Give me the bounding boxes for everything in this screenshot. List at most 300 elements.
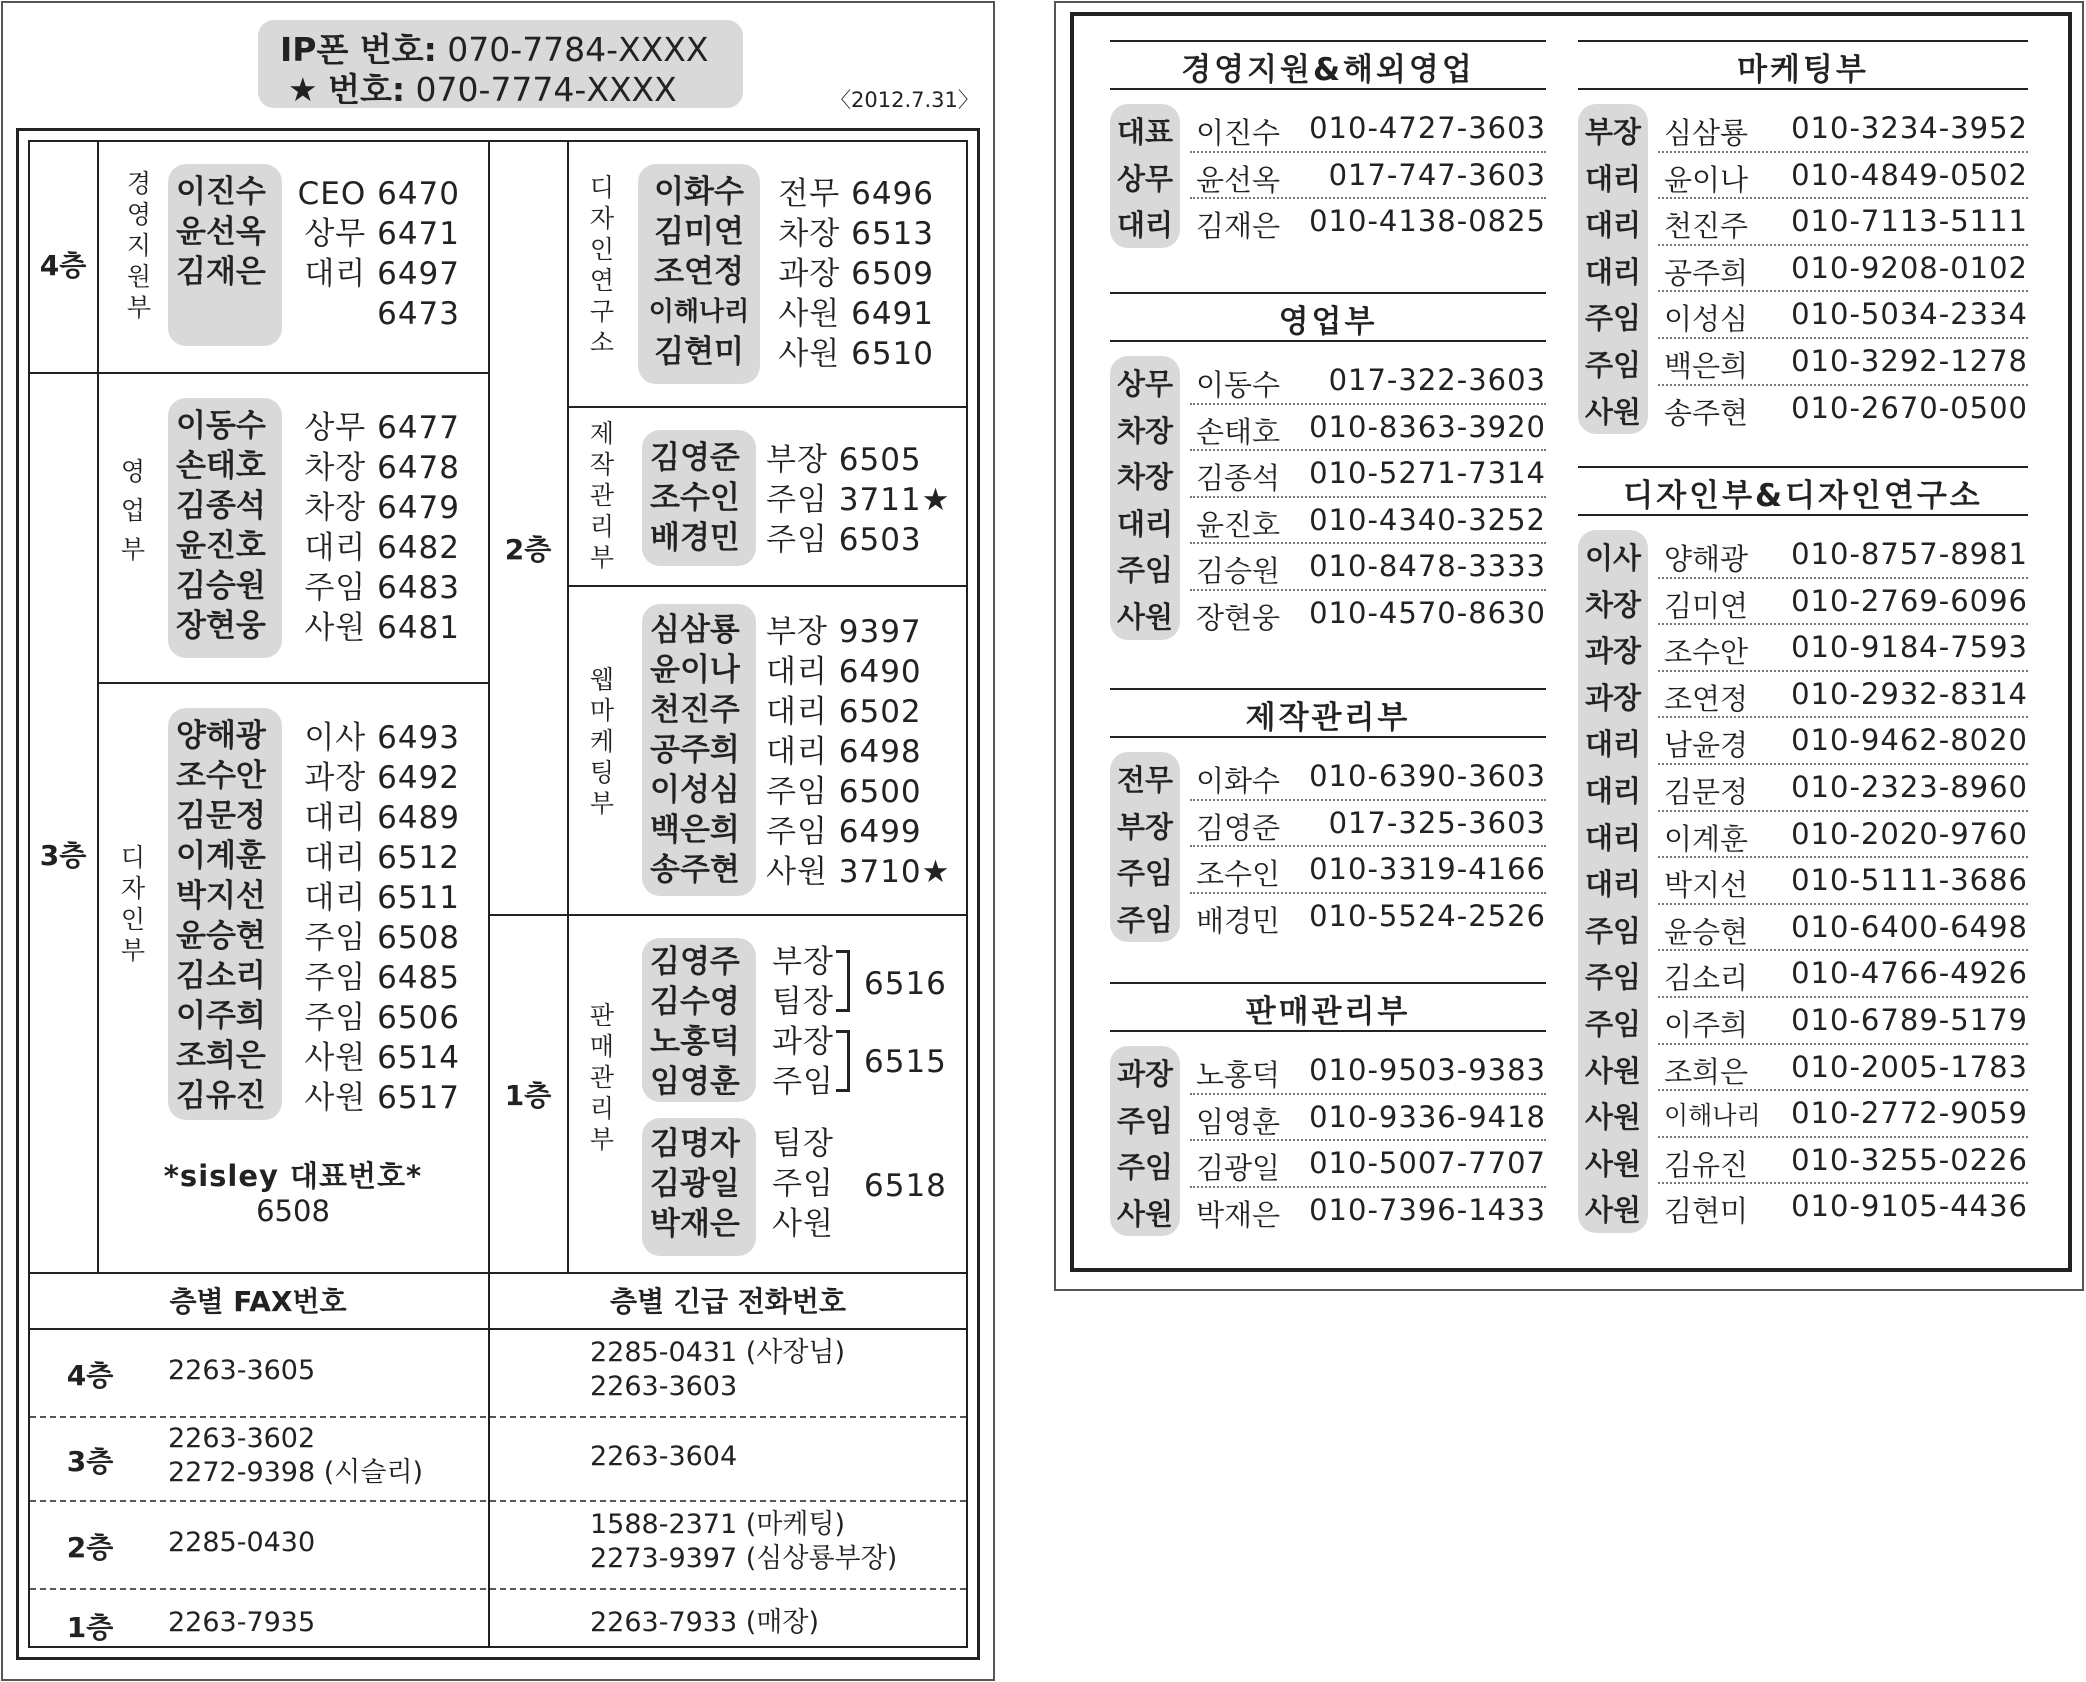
person-name: 윤이나 [650,652,740,688]
phone-number: 010-9336-9418 [1309,1099,1546,1134]
row-divider [1658,763,2028,765]
group-ext: 6515 [864,1044,947,1080]
emergency-number: 2263-3603 [590,1371,738,1402]
job-title: 대리 [1584,820,1642,855]
person-name: 이동수 [176,408,266,444]
title-ext: 주임 6506 [304,1000,460,1036]
person-name: 김수영 [650,984,740,1020]
title-ext: 차장 6479 [304,490,460,526]
sisley-rep-number: 6508 [256,1194,330,1228]
title-ext: 과장 6492 [304,760,460,796]
person-name: 임영훈 [1196,1104,1281,1139]
phone-number: 010-5007-7707 [1309,1146,1546,1181]
title-ext: 사원 6510 [778,336,934,372]
row-divider [1190,403,1546,405]
person-name: 심삼룡 [650,612,740,648]
person-name: 조수안 [176,758,266,794]
job-title: 사원 [1584,1053,1642,1088]
dept-label-sales-management: 판 매 관 리 부 [589,1001,615,1154]
title-ext: 주임 6503 [766,522,922,558]
person-name: 김광일 [650,1166,740,1202]
phone-number: 010-5111-3686 [1791,863,2028,898]
ip-label: IP폰 번호: [280,30,437,69]
person-name: 장현웅 [1196,601,1281,635]
title-ext: 대리 6511 [304,880,460,916]
person-name: 이성심 [1664,302,1749,337]
job-title: 부장 [1116,809,1174,844]
section-rule [1110,1030,1546,1032]
title-ext: 주임 6485 [304,960,460,996]
job-title: 대리 [1116,506,1174,541]
job-title: 차장 [1584,587,1642,622]
job-title: 대표 [1116,115,1174,149]
section-title: 경영지원&해외영업 [1181,52,1475,88]
divider [97,682,488,684]
person-name: 조수안 [1664,635,1749,670]
title-ext: 상무 6471 [304,216,460,252]
person-name: 조연정 [1664,681,1749,716]
job-title: 주임 [1116,856,1174,891]
row-divider [1190,892,1546,894]
phone-number: 010-4766-4926 [1791,956,2028,991]
row-divider [1658,384,2028,386]
dept-label-web-marketing: 웹 마 케 팅 부 [589,665,615,818]
title-ext: 주임 6500 [766,774,922,810]
floor-label-3: 3층 [39,839,87,872]
person-name: 김미연 [654,214,744,250]
row-divider [1190,1186,1546,1188]
row-divider [1658,151,2028,153]
person-name: 공주희 [1664,255,1749,290]
person-name: 이진수 [1196,116,1281,150]
phone-number: 017-747-3603 [1328,157,1546,192]
person-name: 조희은 [1664,1054,1749,1089]
row-divider [1658,244,2028,246]
phone-number: 017-325-3603 [1328,805,1546,840]
person-name: 김승원 [1196,554,1281,589]
title-ext: 차장 6478 [304,450,460,486]
title-ext: 주임 6508 [304,920,460,956]
person-name: 윤선옥 [1196,162,1281,197]
dept-label-sales: 영 업 부 [120,457,146,564]
person-name: 이동수 [1196,368,1281,402]
person-name: 노홍덕 [650,1024,740,1060]
job-title: 대리 [1584,867,1642,902]
title-ext: CEO 6470 [297,176,460,212]
group-ext: 6518 [864,1168,947,1204]
phone-number: 010-8478-3333 [1309,549,1546,584]
title-ext: 전무 6496 [778,176,934,212]
person-name: 김영준 [650,440,740,476]
title-ext: 주임 6483 [304,570,460,606]
job-title: 주임 [1584,913,1642,948]
name-list [176,172,266,292]
person-name: 남윤경 [1664,728,1749,763]
row-divider [1658,1089,2028,1091]
title-ext: 과장 6509 [778,256,934,292]
person-name: 박재은 [650,1206,740,1242]
job-title: 주임 [1584,960,1642,995]
person-name: 윤승현 [176,918,266,954]
star-number: 070-7774-XXXX [415,70,677,109]
job-title: 사원 [1584,1146,1642,1181]
name-list [650,610,740,890]
group-ext: 6516 [864,966,947,1002]
title-ext: 대리 6512 [304,840,460,876]
group-bracket [836,1030,850,1092]
fax-number: 2263-7935 [168,1607,316,1638]
job-title: 사원 [1584,1100,1642,1135]
row-divider [1658,810,2028,812]
title-ext-list [292,718,460,1118]
person-name: 김현미 [654,334,744,370]
phone-number: 010-9503-9383 [1309,1053,1546,1087]
name-list [176,406,266,646]
divider [97,140,99,1272]
title-ext: 6473 [377,296,460,332]
job-title: 상무 [1116,367,1174,401]
job-title: 대리 [1584,774,1642,808]
row-divider [1190,449,1546,451]
person-name: 김미연 [1664,588,1749,623]
section-rule [1578,514,2028,516]
row-divider [1190,197,1546,199]
person-name: 김소리 [1664,961,1749,996]
title-ext: 대리 6489 [304,800,460,836]
section-rule [1110,88,1546,90]
section-title: 판매관리부 [1245,994,1411,1030]
person-name: 김영주 [650,944,740,980]
ip-number: 070-7784-XXXX [447,30,709,69]
job-title: 부장 [772,944,834,980]
person-name: 김종석 [1196,461,1281,496]
phone-number: 010-4340-3252 [1309,502,1546,537]
phone-number: 010-2670-0500 [1791,390,2028,425]
person-name: 김유진 [1664,1147,1749,1182]
title-ext: 사원 6517 [304,1080,460,1116]
phone-number: 010-9462-8020 [1791,723,2028,758]
fax-number: 2263-3602 [168,1423,316,1454]
person-name: 이화수 [1196,764,1281,798]
emergency-column-header: 층별 긴급 전화번호 [610,1285,846,1318]
section-rule [1110,292,1546,294]
title-ext: 이사 6493 [304,720,460,756]
person-name: 이화수 [654,174,744,210]
job-title: 사원 [772,1206,834,1242]
row-divider [1658,949,2028,951]
name-list [644,172,754,372]
job-title: 주임 [1584,301,1642,336]
divider [567,585,968,587]
person-name: 송주현 [1664,395,1749,430]
person-name: 이진수 [176,174,266,210]
person-name: 윤진호 [1196,507,1281,542]
job-title: 대리 [1584,727,1642,762]
title-ext: 대리 6497 [304,256,460,292]
emergency-number: 2273-9397 (심상룡부장) [590,1543,898,1574]
fax-floor-label: 4층 [66,1359,114,1392]
job-title: 주임 [1116,902,1174,937]
row-divider [1658,577,2028,579]
row-divider [1190,1093,1546,1095]
person-name: 이성심 [650,772,740,808]
divider [30,1416,966,1418]
job-title: 부장 [1584,115,1642,149]
row-divider [1658,670,2028,672]
phone-number: 010-5034-2334 [1791,297,2028,332]
floor-label-1: 1층 [504,1079,552,1112]
row-divider [1658,290,2028,292]
section-rule [1578,88,2028,90]
person-name: 김승원 [176,568,266,604]
section-title: 마케팅부 [1737,52,1869,88]
job-title: 대리 [1116,208,1174,243]
fax-floor-label: 1층 [66,1611,114,1644]
fax-floor-label: 3층 [66,1445,114,1478]
phone-number: 010-4727-3603 [1309,111,1546,145]
person-name: 김현미 [1664,1194,1749,1229]
title-ext: 사원 3710★ [766,854,951,890]
emergency-number: 2263-3604 [590,1441,738,1472]
person-name: 김광일 [1196,1151,1281,1186]
row-divider [1658,856,2028,858]
job-title: 대리 [1584,161,1642,196]
emergency-number: 1588-2371 (마케팅) [590,1509,846,1540]
phone-number: 017-322-3603 [1328,363,1546,397]
person-name: 양해광 [1664,542,1749,576]
person-name: 천진주 [1664,209,1749,244]
divider [28,1272,968,1274]
section-rule [1110,688,1546,690]
row-divider [1190,151,1546,153]
title-ext: 대리 6482 [304,530,460,566]
emergency-number: 2285-0431 (사장님) [590,1337,846,1368]
name-list [650,438,740,558]
person-name: 윤선옥 [176,214,266,250]
row-divider [1658,716,2028,718]
fax-number: 2263-3605 [168,1355,316,1386]
person-name: 손태호 [176,448,266,484]
section-title: 디자인부&디자인연구소 [1623,478,1983,514]
section-title: 영업부 [1278,304,1378,340]
row-divider [1658,903,2028,905]
name-list [176,716,266,1116]
row-divider [1658,1136,2028,1138]
job-title: 팀장 [772,1126,834,1162]
person-name: 심삼룡 [1664,116,1749,150]
title-ext: 상무 6477 [304,410,460,446]
phone-number: 010-6789-5179 [1791,1003,2028,1037]
job-title: 대리 [1584,254,1642,289]
title-ext-list [766,440,962,560]
section-rule [1110,736,1546,738]
person-name: 박지선 [176,878,266,914]
row-divider [1658,197,2028,199]
phone-number: 010-2020-9760 [1791,816,2028,851]
phone-number: 010-8363-3920 [1309,409,1546,444]
person-name: 김문정 [1664,775,1749,809]
job-title: 사원 [1584,1193,1642,1228]
job-title: 과장 [1116,1057,1174,1091]
title-ext: 부장 6505 [766,442,922,478]
phone-number: 010-9184-7593 [1791,630,2028,665]
person-name: 김소리 [176,958,266,994]
title-ext: 대리 6490 [766,654,922,690]
phone-number: 010-2932-8314 [1791,676,2028,711]
person-name: 김명자 [650,1126,740,1162]
person-name: 이해나리 [1664,1101,1761,1131]
divider [488,914,968,916]
person-name: 박지선 [1664,868,1749,903]
title-ext-list [292,174,460,334]
title-ext: 사원 6491 [778,296,934,332]
job-title: 주임 [1584,1007,1642,1041]
person-name: 박재은 [1196,1197,1281,1232]
row-divider [1190,589,1546,591]
person-name: 장현웅 [176,608,266,644]
person-name: 공주희 [650,732,740,768]
person-name: 김재은 [1196,209,1281,244]
title-list [772,942,834,1102]
phone-number: 010-5524-2526 [1309,898,1546,933]
person-name: 이계훈 [1664,821,1749,856]
section-rule [1110,982,1546,984]
sisley-rep-label: *sisley 대표번호* [163,1159,423,1193]
phone-number: 010-3255-0226 [1791,1142,2028,1177]
job-title: 과장 [1584,680,1642,715]
section-title: 제작관리부 [1245,700,1411,736]
phone-number: 010-6390-3603 [1309,759,1546,793]
job-title: 사원 [1116,1196,1174,1231]
person-name: 윤이나 [1664,162,1749,197]
phone-number: 010-9105-4436 [1791,1189,2028,1224]
title-ext: 주임 3711★ [766,482,951,518]
divider [30,1500,966,1502]
person-name: 배경민 [650,520,740,556]
title-ext: 주임 6499 [766,814,922,850]
floor-label-4: 4층 [39,249,87,282]
phone-number: 010-2005-1783 [1791,1049,2028,1084]
person-name: 윤진호 [176,528,266,564]
phone-number: 010-4849-0502 [1791,157,2028,192]
job-title: 사원 [1116,600,1174,634]
divider [30,1588,966,1590]
fax-column-header: 층별 FAX번호 [169,1285,347,1318]
person-name: 송주현 [650,852,740,888]
row-divider [1190,1139,1546,1141]
job-title: 이사 [1584,541,1642,575]
fax-number: 2285-0430 [168,1527,316,1558]
job-title: 대리 [1584,208,1642,243]
row-divider [1658,1043,2028,1045]
dept-label-management: 경 영 지 원 부 [126,169,152,322]
date-label: 〈2012.7.31〉 [830,88,979,112]
person-name: 천진주 [650,692,740,728]
job-title: 주임 [772,1064,834,1100]
person-name: 조수인 [1196,857,1281,892]
job-title: 상무 [1116,161,1174,196]
title-ext-list [766,174,934,374]
divider [567,406,968,408]
name-list [650,1124,740,1244]
divider [28,372,488,374]
fax-floor-label: 2층 [66,1531,114,1564]
phone-number: 010-4570-8630 [1309,596,1546,630]
title-list [772,1124,834,1244]
job-title: 주임 [1116,1150,1174,1185]
person-name: 김종석 [176,488,266,524]
person-name: 노홍덕 [1196,1058,1281,1092]
job-title: 주임 [1116,553,1174,588]
job-title: 사원 [1584,394,1642,429]
job-title: 차장 [1116,413,1174,448]
job-title: 주임 [1116,1103,1174,1138]
phone-number: 010-6400-6498 [1791,909,2028,944]
person-name: 김영준 [1196,810,1281,845]
job-title: 과장 [1584,634,1642,669]
dept-label-design-lab: 디 자 인 연 구 소 [589,173,615,357]
job-title: 팀장 [772,984,834,1020]
name-list [650,942,740,1102]
job-title: 차장 [1116,460,1174,495]
title-ext: 대리 6498 [766,734,922,770]
person-name: 양해광 [176,718,266,754]
section-rule [1578,466,2028,468]
star-phone-line [288,64,677,111]
section-rule [1110,40,1546,42]
divider [488,140,490,1648]
person-name: 김재은 [176,254,266,290]
floor-label-2: 2층 [504,533,552,566]
job-title: 과장 [772,1024,834,1060]
title-ext: 사원 6481 [304,610,460,646]
person-name: 배경민 [1196,903,1281,938]
fax-number: 2272-9398 (시슬리) [168,1457,424,1488]
section-rule [1578,40,2028,42]
person-name: 윤승현 [1664,914,1749,949]
person-name: 손태호 [1196,414,1281,449]
person-name: 이주희 [1664,1008,1749,1042]
row-divider [1190,496,1546,498]
phone-number: 010-2323-8960 [1791,770,2028,804]
phone-number: 010-3292-1278 [1791,344,2028,378]
person-name: 조연정 [654,254,744,290]
row-divider [1190,542,1546,544]
person-name: 이해나리 [648,297,750,327]
row-divider [1658,1182,2028,1184]
phone-number: 010-7396-1433 [1309,1192,1546,1227]
emergency-number: 2263-7933 (매장) [590,1607,819,1638]
title-ext-list [292,408,460,648]
person-name: 조희은 [176,1038,266,1074]
title-ext: 부장 9397 [766,614,922,650]
row-divider [1658,337,2028,339]
job-title: 전무 [1116,763,1174,797]
title-ext: 사원 6514 [304,1040,460,1076]
section-rule [1110,340,1546,342]
phone-number: 010-4138-0825 [1309,204,1546,239]
row-divider [1190,845,1546,847]
phone-number: 010-2769-6096 [1791,583,2028,618]
phone-number: 010-7113-5111 [1791,204,2028,239]
phone-number: 010-8757-8981 [1791,537,2028,571]
phone-number: 010-2772-9059 [1791,1096,2028,1131]
group-bracket [836,950,850,1012]
star-icon: ★ [288,70,318,109]
job-title: 주임 [772,1166,834,1202]
divider [28,1328,968,1330]
person-name: 이계훈 [176,838,266,874]
